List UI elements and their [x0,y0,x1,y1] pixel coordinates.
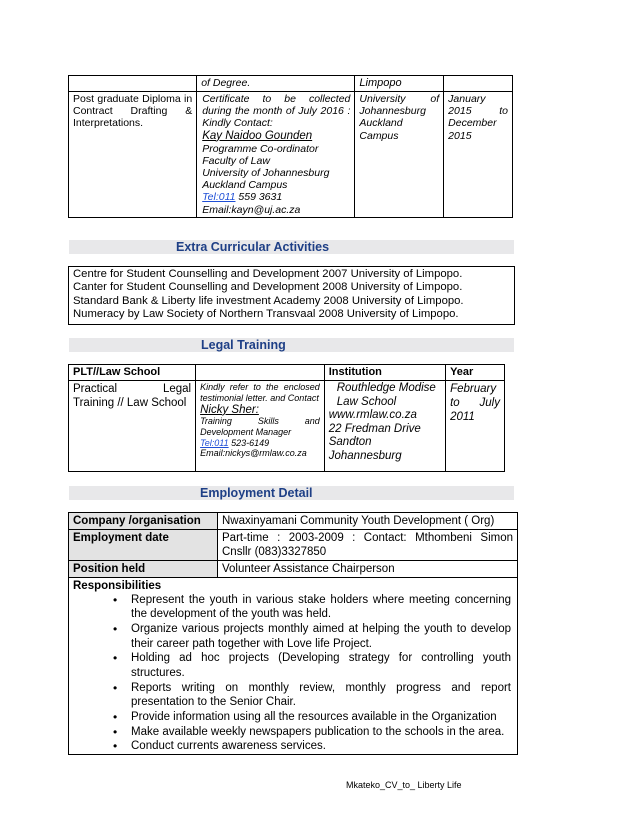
contact-name: Kay Naidoo Gounden [202,129,313,142]
activity-line: Canter for Student Counselling and Development 2008 University of Limpopo. [73,281,463,294]
degree-text: of Degree. [201,77,251,89]
contact-campus: Auckland Campus [202,179,288,192]
education-cell-degree [197,76,355,92]
company-label: Company /organisation [69,513,218,530]
contact-phone [200,438,320,449]
institution-suburb: Sandton [328,436,372,448]
activity-line: Centre for Student Counselling and Development 2007 University of Limpopo. [73,268,463,280]
table-row [69,76,513,92]
details-text: Kindly refer to the enclosed testimonial letter. and Contact [200,382,320,403]
table-row [69,561,518,578]
phone-number: 559 3631 [235,191,283,204]
period-cell [444,92,513,218]
institution-street: 22 Fredman Drive [328,422,421,435]
status-text: Certificate to be collected during the month of July 2016 : Kindly Contact: [202,93,351,130]
education-cell-empty-year [444,76,513,92]
qualification-cell [69,92,197,218]
table-row [69,381,505,472]
list-item: • Provide information using all the resources available in the Organization [131,710,517,724]
limpopo-text: Limpopo [359,77,402,89]
date-label: Employment date [69,530,218,561]
contact-title: Programme Co-ordinator [202,142,319,155]
page-footer: Mkateko_CV_to_ Liberty Life [346,780,462,790]
education-cell-limpopo [355,76,444,92]
table-row [69,365,505,381]
header-institution: Institution [324,365,445,381]
status-cell [197,92,355,218]
table-row [69,530,518,561]
contact-name: Nicky Sher: [200,403,259,416]
institution-cell [324,381,445,472]
phone-link[interactable]: Tel:011 [202,191,236,204]
contact-phone [202,191,350,203]
employment-table [68,512,518,755]
education-table [68,75,513,218]
responsibilities-label: Responsibilities [73,580,162,592]
year-cell [446,381,505,472]
course-cell [69,381,196,472]
employment-heading: Employment Detail [200,486,313,500]
period-text: January 2015 to December 2015 [448,93,508,142]
table-row [69,92,513,218]
institution-name: Routhledge Modise Law School [336,382,436,408]
legal-training-table [68,364,505,472]
list-item: • Holding ad hoc projects (Developing strategy for controlling youth structures. [131,651,517,680]
phone-number: 523-6149 [228,437,270,448]
extra-curricular-box [68,266,515,325]
header-year: Year [446,365,505,381]
header-empty [196,365,325,381]
table-row [69,513,518,530]
position-label: Position held [69,561,218,578]
position-value: Volunteer Assistance Chairperson [218,561,518,578]
date-value: Part-time : 2003-2009 : Contact: Mthombeni Simon Cnsllr (083)3327850 [218,530,518,561]
contact-email: Email:kayn@uj.ac.za [202,203,301,216]
section-band-legal-training [69,338,514,352]
institution-text: University of Johannesburg Auckland Campus [359,93,440,142]
institution-cell [355,92,444,218]
table-row [69,578,518,755]
activity-line: Standard Bank & Liberty life investment Academy 2008 University of Limpopo. [73,294,464,307]
phone-link[interactable]: Tel:011 [200,437,229,448]
course-text: Practical Legal Training // Law School [73,383,192,409]
details-cell [196,381,325,472]
activity-line: Numeracy by Law Society of Northern Transvaal 2008 University of Limpopo. [73,307,459,320]
contact-faculty: Faculty of Law [202,154,270,167]
institution-website: www.rmlaw.co.za [328,409,417,421]
list-item: • Organize various projects monthly aimed at helping the youth to develop their career path together with Love life Project. [131,622,517,651]
list-item: • Make available weekly newspapers publication to the schools in the area. [131,725,517,739]
contact-title: Training Skills and Development Manager [200,416,320,437]
list-item: • Represent the youth in various stake holders where meeting concerning the development of the youth was held. [131,593,517,622]
list-item: • Conduct currents awareness services. [131,739,517,753]
legal-training-heading: Legal Training [201,338,286,352]
year-text: February to July 2011 [450,383,500,423]
extra-curricular-heading: Extra Curricular Activities [176,240,330,254]
contact-university: University of Johannesburg [202,167,330,180]
responsibilities-cell [69,578,518,755]
education-cell-empty [69,76,197,92]
responsibilities-list [69,593,517,754]
header-course: PLT//Law School [69,365,196,381]
company-value: Nwaxinyamani Community Youth Development ( Org) [218,513,518,530]
contact-email: Email:nickys@rmlaw.co.za [200,448,307,459]
qualification-text: Post graduate Diploma in Contract Drafting & Interpretations. [73,93,193,130]
institution-city: Johannesburg [328,449,402,462]
list-item: • Reports writing on monthly review, monthly progress and report presentation to the Senior Chair. [131,681,517,710]
